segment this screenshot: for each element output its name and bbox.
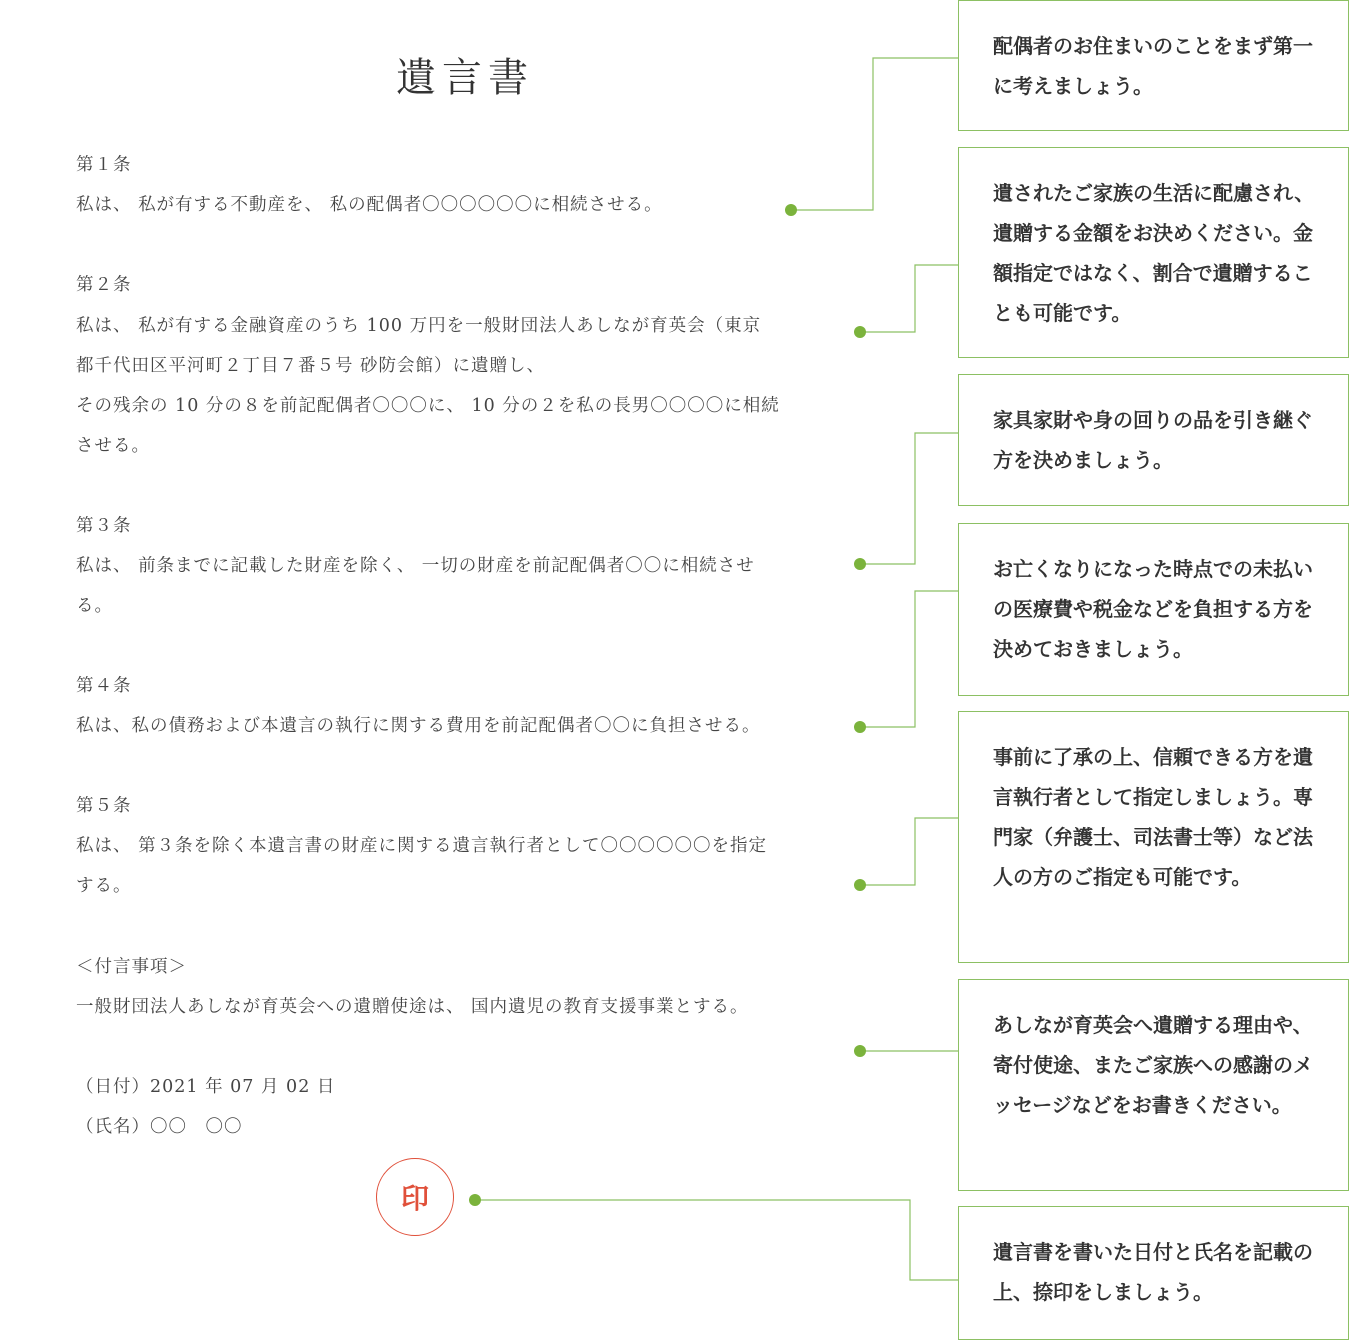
supplement-body: 一般財団法人あしなが育英会への遺贈使途は、 国内遺児の教育支援事業とする。 — [76, 997, 749, 1017]
article-2-body: 私は、 私が有する金融資産のうち 100 万円を一般財団法人あしなが育英会（東京 都千代田区平河町２丁目７番５号 砂防会館）に遺贈し、 その残余の 10 分の８を前記配偶者〇〇〇に、 10 分の２を私の長男〇〇〇〇に相続 させる。 — [76, 316, 780, 456]
connector-1 — [791, 58, 958, 210]
article-5-heading: 第５条 — [76, 796, 132, 816]
note-box-5: 事前に了承の上、信頼できる方を遺言執行者として指定しましょう。専門家（弁護士、司法書士等）など法人の方のご指定も可能です。 — [958, 711, 1349, 963]
marker-dot — [854, 558, 866, 570]
article-1-body: 私は、 私が有する不動産を、 私の配偶者〇〇〇〇〇〇に相続させる。 — [76, 195, 663, 215]
note-box-2: 遺されたご家族の生活に配慮され、遺贈する金額をお決めください。金額指定ではなく、割合で遺贈することも可能です。 — [958, 147, 1349, 358]
article-1-heading: 第１条 — [76, 155, 132, 175]
document-title: 遺言書 — [396, 55, 534, 101]
marker-dot — [785, 204, 797, 216]
marker-dot — [854, 1045, 866, 1057]
name-line: （氏名）〇〇 〇〇 — [76, 1117, 243, 1137]
connector-4 — [860, 591, 958, 727]
article-5-body: 私は、 第３条を除く本遺言書の財産に関する遺言執行者として〇〇〇〇〇〇を指定 する。 — [76, 836, 768, 896]
supplement-heading: ＜付言事項＞ — [76, 957, 187, 977]
connector-7 — [475, 1200, 958, 1280]
date-line: （日付）2021 年 07 月 02 日 — [76, 1077, 336, 1097]
note-box-7: 遺言書を書いた日付と氏名を記載の上、捺印をしましょう。 — [958, 1206, 1349, 1340]
connector-3 — [860, 433, 958, 564]
marker-dot — [854, 721, 866, 733]
marker-dot — [854, 879, 866, 891]
note-box-6: あしなが育英会へ遺贈する理由や、寄付使途、またご家族への感謝のメッセージなどをお書きください。 — [958, 979, 1349, 1191]
article-2-heading: 第２条 — [76, 275, 132, 295]
note-box-4: お亡くなりになった時点での未払いの医療費や税金などを負担する方を決めておきましょう。 — [958, 523, 1349, 696]
article-4-heading: 第４条 — [76, 676, 132, 696]
article-3-heading: 第３条 — [76, 516, 132, 536]
marker-dot — [469, 1194, 481, 1206]
article-4-body: 私は、私の債務および本遺言の執行に関する費用を前記配偶者〇〇に負担させる。 — [76, 716, 761, 736]
seal-stamp: 印 — [376, 1158, 454, 1236]
note-box-1: 配偶者のお住まいのことをまず第一に考えましょう。 — [958, 0, 1349, 131]
article-3-body: 私は、 前条までに記載した財産を除く、 一切の財産を前記配偶者〇〇に相続させ る。 — [76, 556, 755, 616]
connector-2 — [860, 265, 958, 332]
connector-5 — [860, 818, 958, 885]
marker-dot — [854, 326, 866, 338]
note-box-3: 家具家財や身の回りの品を引き継ぐ方を決めましょう。 — [958, 374, 1349, 506]
